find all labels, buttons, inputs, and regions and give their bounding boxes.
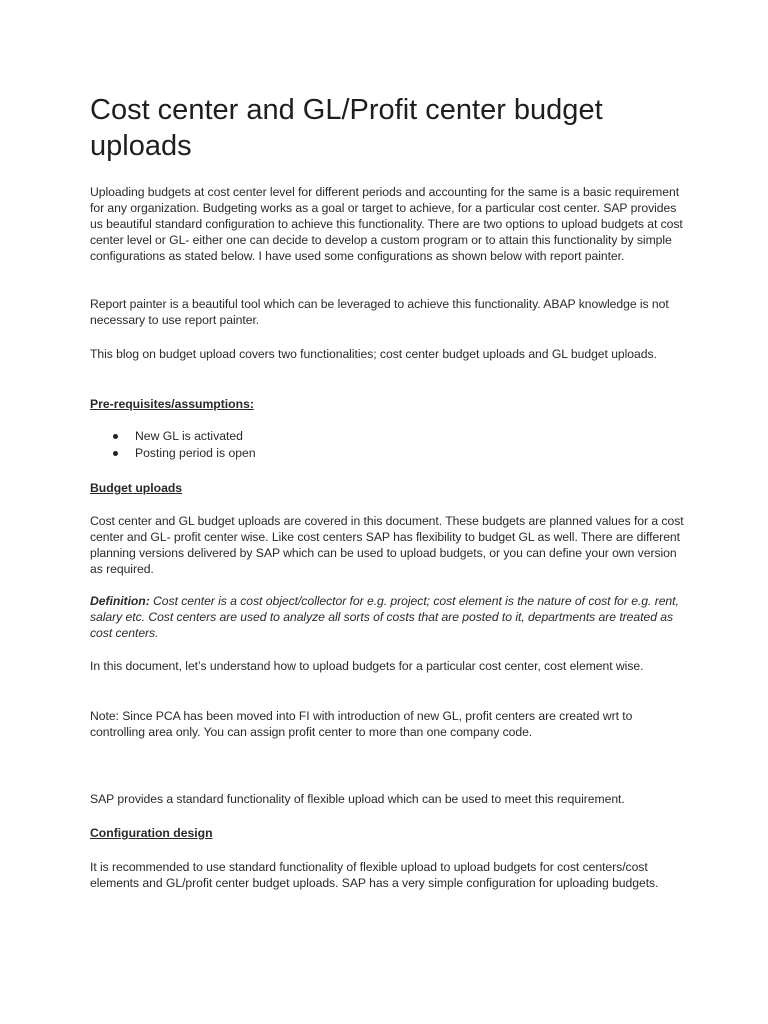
list-item-text: Posting period is open <box>135 446 256 460</box>
list-item <box>90 445 256 462</box>
configuration-paragraph: It is recommended to use standard functionality of flexible upload to upload budgets for cost centers/cost elements and GL/profit center budget uploads. SAP has a very simple configuration for uploading budgets. <box>90 860 659 890</box>
definition-text: Cost center is a cost object/collector for e.g. project; cost element is the nature of cost for e.g. rent, salary etc. Cost centers are used to analyze all sorts of costs that are posted to it, departments are treated as cost centers. <box>90 594 679 640</box>
budget-uploads-heading: Budget uploads <box>90 481 183 495</box>
list-item-text: New GL is activated <box>135 429 243 443</box>
prereq-heading: Pre-requisites/assumptions: <box>90 397 254 411</box>
definition-paragraph <box>90 593 690 641</box>
document-title: Cost center and GL/Profit center budget uploads <box>90 94 603 162</box>
bullet-icon <box>113 434 118 439</box>
note-paragraph: Note: Since PCA has been moved into FI with introduction of new GL, profit centers are created wrt to controlling area only. You can assign profit center to more than one company code. <box>90 709 633 739</box>
list-item <box>90 428 256 445</box>
flexible-upload-paragraph: SAP provides a standard functionality of flexible upload which can be used to meet this requirement. <box>90 792 625 806</box>
definition-label: Definition: <box>90 594 150 608</box>
prereq-list <box>90 428 256 462</box>
configuration-design-heading: Configuration design <box>90 826 213 840</box>
report-painter-paragraph: Report painter is a beautiful tool which can be leveraged to achieve this functionality. ABAP knowledge is not necessary to use report painter. <box>90 297 669 327</box>
intro-paragraph: Uploading budgets at cost center level for different periods and accounting for the same is a basic requirement for any organization. Budgeting works as a goal or target to achieve, for a particular cost center. SAP provides us beautiful standard configuration to achieve this functionality. There are two options to upload budgets at cost center level or GL- either one can decide to develop a custom program or to attain this functionality by simple configurations as stated below. I have used some configurations as shown below with report painter. <box>90 185 683 263</box>
blog-scope-paragraph: This blog on budget upload covers two functionalities; cost center budget uploads and GL budget uploads. <box>90 347 657 361</box>
budget-uploads-paragraph: Cost center and GL budget uploads are covered in this document. These budgets are planned values for a cost center and GL- profit center wise. Like cost centers SAP has flexibility to budget GL as well. There are different planning versions delivered by SAP which can be used to upload budgets, or you can define your own version as required. <box>90 514 684 576</box>
understand-paragraph: In this document, let’s understand how to upload budgets for a particular cost center, cost element wise. <box>90 659 644 673</box>
bullet-icon <box>113 451 118 456</box>
